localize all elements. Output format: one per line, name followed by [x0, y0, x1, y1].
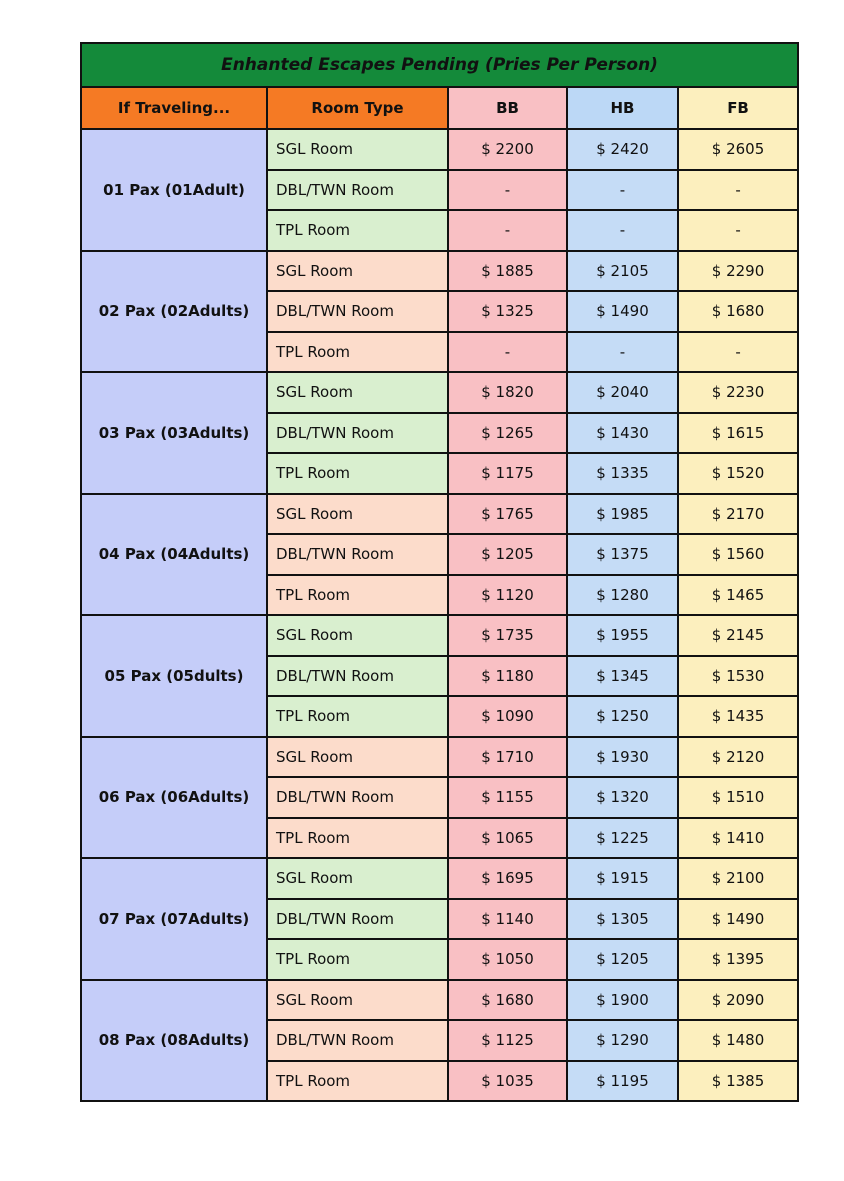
price-hb-cell: $ 2420 — [567, 129, 678, 170]
header-row — [81, 87, 798, 129]
room-type-cell: SGL Room — [267, 980, 448, 1021]
price-hb-cell: $ 1305 — [567, 899, 678, 940]
room-type-cell: TPL Room — [267, 818, 448, 859]
table-row — [81, 372, 798, 413]
room-type-cell: DBL/TWN Room — [267, 534, 448, 575]
price-hb-cell: $ 2105 — [567, 251, 678, 292]
table-title: Enhanted Escapes Pending (Pries Per Person) — [81, 43, 798, 87]
room-type-cell: SGL Room — [267, 372, 448, 413]
price-fb-cell: $ 2170 — [678, 494, 798, 535]
room-type-cell: TPL Room — [267, 332, 448, 373]
price-fb-cell: - — [678, 170, 798, 211]
price-hb-cell: $ 1915 — [567, 858, 678, 899]
price-fb-cell: $ 2145 — [678, 615, 798, 656]
price-fb-cell: $ 1490 — [678, 899, 798, 940]
room-type-cell: DBL/TWN Room — [267, 413, 448, 454]
price-bb-cell: $ 1265 — [448, 413, 567, 454]
room-type-cell: TPL Room — [267, 575, 448, 616]
price-bb-cell: $ 1050 — [448, 939, 567, 980]
price-fb-cell: $ 2605 — [678, 129, 798, 170]
price-hb-cell: - — [567, 332, 678, 373]
price-fb-cell: $ 2100 — [678, 858, 798, 899]
price-fb-cell: $ 1480 — [678, 1020, 798, 1061]
pax-group-label: 01 Pax (01Adult) — [81, 129, 267, 251]
room-type-cell: TPL Room — [267, 453, 448, 494]
price-hb-cell: $ 1280 — [567, 575, 678, 616]
price-fb-cell: $ 2230 — [678, 372, 798, 413]
pax-group-label: 08 Pax (08Adults) — [81, 980, 267, 1102]
price-bb-cell: $ 1090 — [448, 696, 567, 737]
price-hb-cell: $ 1375 — [567, 534, 678, 575]
price-bb-cell: $ 1765 — [448, 494, 567, 535]
room-type-cell: DBL/TWN Room — [267, 777, 448, 818]
room-type-cell: TPL Room — [267, 1061, 448, 1102]
pax-group-label: 04 Pax (04Adults) — [81, 494, 267, 616]
price-hb-cell: $ 1250 — [567, 696, 678, 737]
price-hb-cell: $ 1225 — [567, 818, 678, 859]
header-fb: FB — [678, 87, 798, 129]
table-row — [81, 251, 798, 292]
price-fb-cell: $ 1385 — [678, 1061, 798, 1102]
price-hb-cell: $ 1985 — [567, 494, 678, 535]
price-bb-cell: $ 1155 — [448, 777, 567, 818]
table-row — [81, 737, 798, 778]
price-hb-cell: $ 1195 — [567, 1061, 678, 1102]
price-hb-cell: $ 2040 — [567, 372, 678, 413]
room-type-cell: TPL Room — [267, 210, 448, 251]
price-table — [80, 42, 799, 1102]
pax-group-label: 07 Pax (07Adults) — [81, 858, 267, 980]
price-fb-cell: $ 1395 — [678, 939, 798, 980]
header-room-type: Room Type — [267, 87, 448, 129]
pax-group-label: 05 Pax (05dults) — [81, 615, 267, 737]
pax-group-label: 06 Pax (06Adults) — [81, 737, 267, 859]
price-bb-cell: $ 1710 — [448, 737, 567, 778]
room-type-cell: SGL Room — [267, 129, 448, 170]
header-hb: HB — [567, 87, 678, 129]
price-bb-cell: $ 1140 — [448, 899, 567, 940]
title-row — [81, 43, 798, 87]
price-fb-cell: $ 1435 — [678, 696, 798, 737]
price-bb-cell: $ 1065 — [448, 818, 567, 859]
price-hb-cell: $ 1345 — [567, 656, 678, 697]
price-bb-cell: $ 1680 — [448, 980, 567, 1021]
price-bb-cell: $ 1205 — [448, 534, 567, 575]
price-fb-cell: $ 1510 — [678, 777, 798, 818]
pax-group-label: 02 Pax (02Adults) — [81, 251, 267, 373]
price-hb-cell: $ 1430 — [567, 413, 678, 454]
price-fb-cell: $ 2290 — [678, 251, 798, 292]
price-bb-cell: - — [448, 210, 567, 251]
price-bb-cell: $ 1125 — [448, 1020, 567, 1061]
table-row — [81, 980, 798, 1021]
room-type-cell: DBL/TWN Room — [267, 899, 448, 940]
price-bb-cell: $ 1820 — [448, 372, 567, 413]
price-fb-cell: $ 1560 — [678, 534, 798, 575]
room-type-cell: DBL/TWN Room — [267, 656, 448, 697]
room-type-cell: SGL Room — [267, 615, 448, 656]
price-hb-cell: $ 1955 — [567, 615, 678, 656]
price-hb-cell: $ 1290 — [567, 1020, 678, 1061]
price-bb-cell: $ 1695 — [448, 858, 567, 899]
price-fb-cell: $ 1465 — [678, 575, 798, 616]
price-bb-cell: $ 1885 — [448, 251, 567, 292]
price-fb-cell: $ 1410 — [678, 818, 798, 859]
price-bb-cell: $ 1325 — [448, 291, 567, 332]
price-hb-cell: $ 1930 — [567, 737, 678, 778]
room-type-cell: SGL Room — [267, 858, 448, 899]
price-fb-cell: $ 1520 — [678, 453, 798, 494]
room-type-cell: DBL/TWN Room — [267, 291, 448, 332]
room-type-cell: SGL Room — [267, 251, 448, 292]
room-type-cell: SGL Room — [267, 737, 448, 778]
price-hb-cell: - — [567, 210, 678, 251]
price-hb-cell: - — [567, 170, 678, 211]
price-fb-cell: $ 1680 — [678, 291, 798, 332]
price-bb-cell: $ 1180 — [448, 656, 567, 697]
price-fb-cell: - — [678, 332, 798, 373]
table-row — [81, 494, 798, 535]
price-hb-cell: $ 1490 — [567, 291, 678, 332]
pax-group-label: 03 Pax (03Adults) — [81, 372, 267, 494]
price-hb-cell: $ 1205 — [567, 939, 678, 980]
price-hb-cell: $ 1320 — [567, 777, 678, 818]
table-row — [81, 858, 798, 899]
price-sheet — [80, 42, 797, 1102]
price-bb-cell: $ 1120 — [448, 575, 567, 616]
price-bb-cell: $ 2200 — [448, 129, 567, 170]
room-type-cell: TPL Room — [267, 696, 448, 737]
price-bb-cell: - — [448, 332, 567, 373]
price-bb-cell: $ 1035 — [448, 1061, 567, 1102]
room-type-cell: DBL/TWN Room — [267, 1020, 448, 1061]
price-fb-cell: $ 2090 — [678, 980, 798, 1021]
price-bb-cell: - — [448, 170, 567, 211]
price-fb-cell: $ 2120 — [678, 737, 798, 778]
price-fb-cell: - — [678, 210, 798, 251]
header-if-traveling: If Traveling... — [81, 87, 267, 129]
price-bb-cell: $ 1175 — [448, 453, 567, 494]
price-fb-cell: $ 1615 — [678, 413, 798, 454]
price-bb-cell: $ 1735 — [448, 615, 567, 656]
price-hb-cell: $ 1900 — [567, 980, 678, 1021]
price-fb-cell: $ 1530 — [678, 656, 798, 697]
table-row — [81, 129, 798, 170]
room-type-cell: TPL Room — [267, 939, 448, 980]
table-row — [81, 615, 798, 656]
room-type-cell: DBL/TWN Room — [267, 170, 448, 211]
table-body — [81, 129, 798, 1101]
room-type-cell: SGL Room — [267, 494, 448, 535]
header-bb: BB — [448, 87, 567, 129]
price-hb-cell: $ 1335 — [567, 453, 678, 494]
